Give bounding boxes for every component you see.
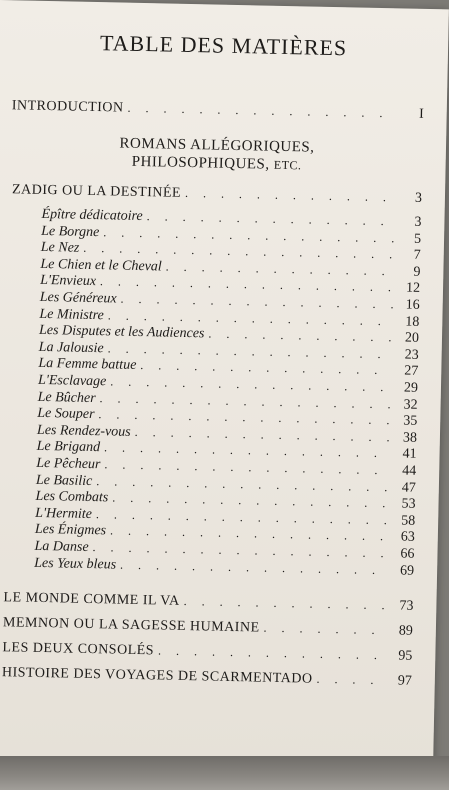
section-heading-line1: ROMANS ALLÉGORIQUES,	[119, 135, 315, 156]
toc-entry-label: Le Borgne	[41, 223, 100, 240]
toc-entry-label: Le Ministre	[39, 306, 104, 323]
toc-entry-page: 23	[404, 347, 419, 363]
toc-entry-label: La Danse	[34, 538, 89, 555]
toc-entry-page: 66	[400, 546, 415, 562]
toc-work-entry	[3, 615, 413, 640]
toc-entry-label: Le Bûcher	[37, 389, 96, 406]
toc-entry-label: HISTOIRE DES VOYAGES DE SCARMENTADO	[1, 665, 313, 687]
toc-entry-page: 16	[405, 297, 420, 313]
toc-entry-page: 12	[405, 280, 421, 297]
leader-dots	[208, 327, 393, 346]
toc-entry-label: LE MONDE COMME IL VA	[3, 590, 180, 609]
toc-entry-page: 5	[413, 231, 422, 247]
toc-entry-label: ZADIG OU LA DESTINÉE	[11, 182, 182, 201]
section-heading-line2: PHILOSOPHIQUES,	[131, 153, 270, 173]
toc-entry-page: 58	[401, 513, 416, 529]
toc-work-entry	[2, 640, 412, 665]
toc-entry-page: 20	[404, 330, 420, 347]
book-binding-edge	[0, 756, 449, 790]
toc-entry-zadig	[12, 182, 422, 207]
leader-dots	[183, 594, 387, 613]
toc-entry-label: Les Rendez-vous	[36, 422, 131, 440]
toc-entry-page: 41	[402, 446, 417, 463]
leader-dots	[316, 672, 386, 688]
page-title: TABLE DES MATIÈRES	[99, 30, 348, 61]
toc-entry-label: Le Nez	[40, 240, 80, 256]
toc-entry-label: Les Yeux bleus	[34, 555, 117, 573]
toc-entry-page: 53	[401, 496, 416, 512]
toc-entry-page: 73	[399, 598, 414, 614]
toc-entry-page: 35	[403, 413, 418, 430]
leader-dots	[263, 621, 387, 639]
toc-entry-label: Les Disputes et les Audiences	[38, 323, 205, 342]
toc-entry-page: 38	[402, 430, 418, 446]
toc-entry-label: Les Combats	[35, 489, 109, 506]
toc-entry-label: Le Chien et le Cheval	[40, 256, 162, 275]
toc-entry-page: 63	[400, 529, 415, 546]
toc-entry-label: L'Hermite	[35, 505, 93, 522]
toc-entry-label: Les Énigmes	[34, 522, 107, 539]
toc-entry-label: L'Esclavage	[37, 372, 107, 390]
toc-entry-label: Le Brigand	[36, 439, 101, 456]
section-heading	[56, 133, 377, 176]
section-heading-etc: ETC.	[273, 157, 302, 173]
toc-entry-page: 9	[413, 264, 421, 280]
toc-entry-page: 89	[398, 623, 414, 639]
toc-entry-page: 3	[414, 214, 422, 230]
toc-entry-introduction	[12, 98, 424, 123]
toc-entry-page: I	[418, 106, 424, 122]
toc-entry-label: INTRODUCTION	[11, 98, 124, 116]
toc-entry-page: 95	[398, 648, 413, 664]
toc-entry-label: Le Basilic	[35, 472, 93, 489]
toc-entry-label: Épître dédicatoire	[41, 206, 143, 225]
toc-entry-label: La Femme battue	[38, 356, 137, 374]
toc-entry-page: 44	[402, 463, 417, 479]
toc-entry-page: 47	[401, 480, 417, 496]
toc-entry-label: Le Souper	[37, 406, 95, 423]
leader-dots	[158, 643, 387, 663]
toc-entry-label: Le Pêcheur	[36, 455, 101, 473]
toc-entry-page: 32	[403, 397, 418, 413]
toc-entry-page: 3	[414, 190, 423, 206]
toc-entry-page: 27	[404, 363, 419, 380]
toc-entry-label: La Jalousie	[38, 339, 104, 357]
leader-dots	[127, 101, 397, 122]
toc-entry-page: 7	[413, 247, 421, 264]
toc-entry-label: Les Généreux	[39, 289, 117, 307]
toc-work-entry	[2, 665, 412, 690]
toc-entry-page: 29	[403, 380, 419, 396]
toc-entry-page: 18	[405, 314, 420, 330]
leader-dots	[185, 186, 396, 205]
toc-entry-page: 97	[397, 673, 412, 689]
toc-entry-page: 69	[399, 563, 415, 579]
toc-entry-label: L'Envieux	[39, 273, 97, 290]
toc-entry-label: LES DEUX CONSOLÉS	[2, 640, 155, 659]
toc-work-entry	[3, 590, 413, 615]
toc-entry-label: MEMNON OU LA SAGESSE HUMAINE	[2, 615, 260, 636]
